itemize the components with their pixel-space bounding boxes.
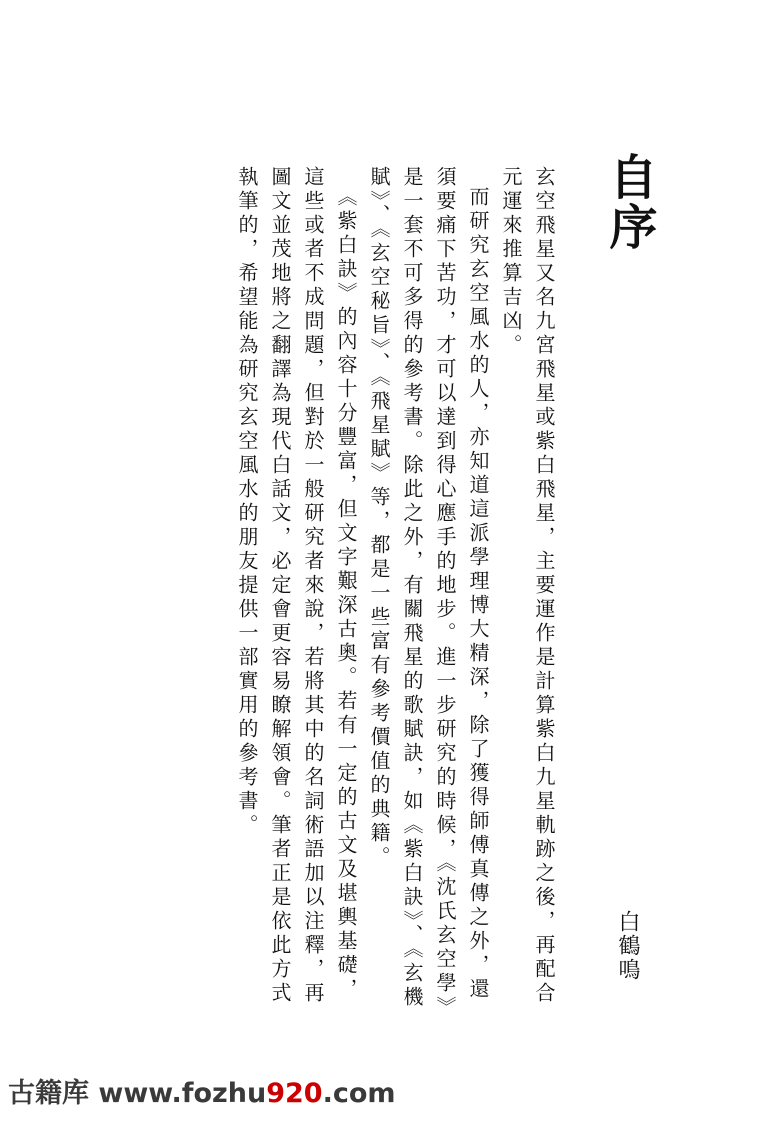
site-name: 古籍库 [8,1078,89,1109]
preface-body [120,166,560,1011]
url-number: 920 [266,1078,323,1109]
url-prefix: www.fozhu [98,1078,267,1109]
page-title: 自序 [601,152,657,252]
paragraph-1: 玄空飛星又名九宮飛星或紫白飛星，主要運作是計算紫白九星軌跡之後，再配合元運來推算吉凶。 [499,166,556,1006]
paragraph-3: 《紫白訣》的內容十分豐富，但文字艱深古奧。若有一定的古文及堪輿基礎，這些或者不成問題，但對於一般研究者來說，若將其中的名詞術語加以注釋，再圖文並茂地將之翻譯為現代白話文，必定會更容易瞭解領會。筆者正是依此方式執筆的，希望能為研究玄空風水的朋友提供一部實用的參考書。 [235,166,358,1006]
watermark-footer [8,1075,396,1113]
paragraph-2: 而研究玄空風水的人，亦知道這派學理博大精深，除了獲得師傅真傳之外，還須要痛下苦功，才可以達到得心應手的地步。進一步研究的時候，《沈氏玄空學》是一套不可多得的參考書。除此之外，有關飛星的歌賦訣，如《紫白訣》、《玄機賦》、《玄空秘旨》、《飛星賦》等，都是一些富有參考價值的典籍。 [367,166,490,1010]
url-suffix: .com [322,1078,396,1109]
author-signature: 白鶴鳴 [615,910,640,982]
